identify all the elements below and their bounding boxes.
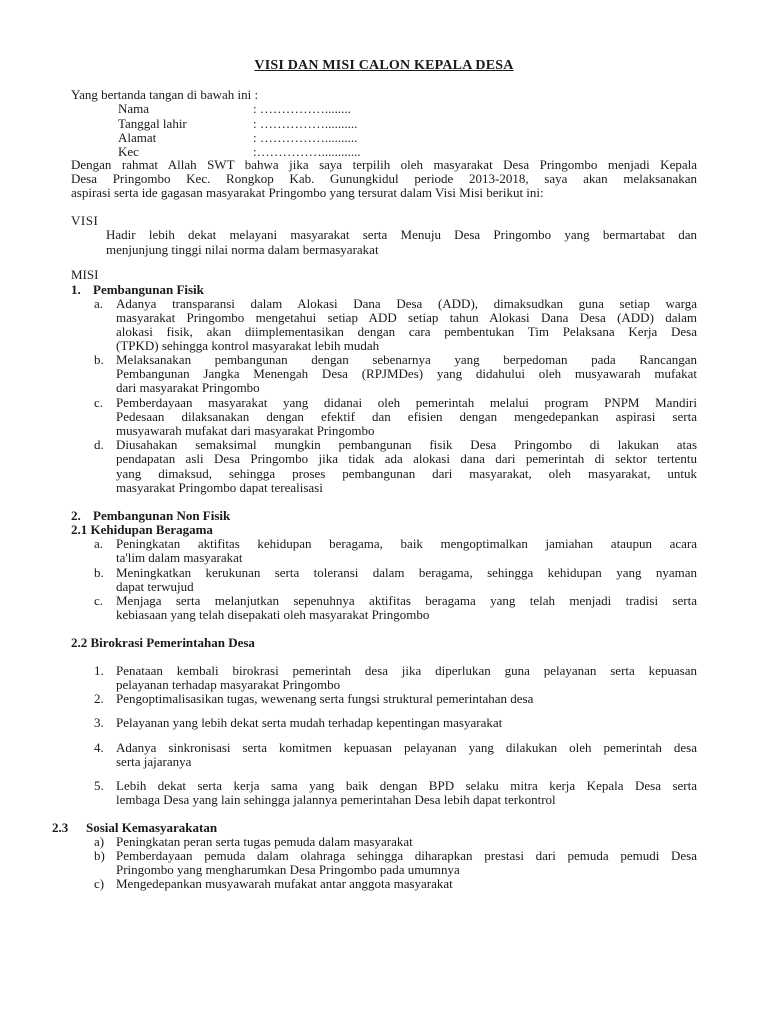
fisik-item-line: (TPKD) sehingga kontrol masyarakat lebih mudah (116, 338, 380, 353)
misi-heading: MISI (71, 267, 99, 282)
agama-item-marker: a. (94, 536, 104, 551)
sosial-number: 2.3 (52, 820, 69, 835)
opening-line: aspirasi serta ide gagasan masyarakat Pringombo yang tersurat dalam Visi Misi berikut ini: (71, 185, 544, 200)
visi-heading: VISI (71, 213, 99, 228)
fisik-item-marker: c. (94, 395, 104, 410)
visi-line: Hadir lebih dekat melayani masyarakat serta Menuju Desa Pringombo yang bermartabat dan (106, 228, 697, 242)
birokrasi-item-line: serta jajaranya (116, 754, 192, 769)
intro-text: Yang bertanda tangan di bawah ini : (71, 87, 259, 102)
fisik-item-line: Melaksanakan pembangunan dengan sebenarnya yang berpedoman pada Rancangan (116, 353, 697, 367)
field-label-alamat: Alamat (118, 130, 157, 145)
field-value-tanggal-lahir: : …………….......... (253, 116, 358, 131)
fisik-item-marker: b. (94, 352, 104, 367)
agama-item-marker: c. (94, 593, 104, 608)
fisik-item-line: masyarakat Pringombo dapat terealisasi (116, 480, 323, 495)
fisik-item-marker: a. (94, 296, 104, 311)
opening-line: Dengan rahmat Allah SWT bahwa jika saya terpilih oleh masyarakat Desa Pringombo menjadi Kepala (71, 158, 697, 172)
agama-item-line: Meningkatkan kerukunan serta toleransi dalam beragama, sehingga kehidupan yang nyaman (116, 566, 697, 580)
fisik-item-line: yang dimaksud, sehingga proses pembangunan dari masyarakat, oleh masyarakat, untuk (116, 467, 697, 481)
agama-item-line: dapat terwujud (116, 579, 194, 594)
birokrasi-item-marker: 3. (94, 715, 104, 730)
fisik-number: 1. (71, 282, 81, 297)
fisik-item-line: Pemberdayaan masyarakat yang didanai oleh pemerintah melalui program PNPM Mandiri (116, 396, 697, 410)
opening-line: Desa Pringombo Kec. Rongkop Kab. Gunungkidul periode 2013-2018, saya akan melaksanakan (71, 172, 697, 186)
field-label-nama: Nama (118, 101, 150, 116)
sosial-heading: Sosial Kemasyarakatan (86, 820, 218, 835)
birokrasi-item-marker: 4. (94, 740, 104, 755)
fisik-item-line: Pembangunan Jangka Menengah Desa (RPJMDes) yang didahului oleh musyawarah mufakat (116, 367, 697, 381)
sosial-item-marker: c) (94, 876, 105, 891)
fisik-heading: Pembangunan Fisik (93, 282, 204, 297)
agama-heading: 2.1 Kehidupan Beragama (71, 522, 213, 537)
field-label-tanggal-lahir: Tanggal lahir (118, 116, 187, 131)
sosial-item-marker: a) (94, 834, 105, 849)
birokrasi-heading: 2.2 Birokrasi Pemerintahan Desa (71, 635, 255, 650)
birokrasi-item-marker: 5. (94, 778, 104, 793)
field-value-kec: :……………............ (253, 144, 361, 159)
fisik-item-line: alokasi fisik, akan diimplementasikan dengan cara pembentukan Tim Pelaksana Kerja Desa (116, 325, 697, 339)
visi-line: menjunjung tinggi nilai norma dalam bermasyarakat (106, 242, 379, 257)
fisik-item-line: pendapatan asli Desa Pringombo jika tidak ada alokasi dana dari pemerintah di sektor tertentu (116, 452, 697, 466)
agama-item-line: Menjaga serta melanjutkan sepenuhnya aktifitas beragama yang telah menjadi tradisi serta (116, 594, 697, 608)
fisik-item-line: Pedesaan dilaksanakan dengan efektif dan efisien dengan mengedepankan aspirasi serta (116, 410, 697, 424)
field-value-alamat: : …………….......... (253, 130, 358, 145)
agama-item-line: kebiasaan yang telah disepakati oleh masyarakat Pringombo (116, 607, 430, 622)
birokrasi-item-line: Penataan kembali birokrasi pemerintah desa jika diperlukan guna pelayanan serta kepuasan (116, 664, 697, 678)
birokrasi-item-line: Pelayanan yang lebih dekat serta mudah terhadap kepentingan masyarakat (116, 715, 503, 730)
field-value-nama: : ……………........ (253, 101, 351, 116)
sosial-item-line: Pringombo yang mengharumkan Desa Pringombo pada umumnya (116, 862, 460, 877)
fisik-item-marker: d. (94, 437, 104, 452)
field-label-kec: Kec (118, 144, 139, 159)
sosial-item-line: Pemberdayaan pemuda dalam olahraga sehingga diharapkan prestasi dari pemuda pemudi Desa (116, 849, 697, 863)
birokrasi-item-line: pelayanan terhadap masyarakat Pringombo (116, 677, 341, 692)
fisik-item-line: masyarakat Pringombo mengetahui setiap ADD setiap tahun Alokasi Dana Desa (ADD) dalam (116, 311, 697, 325)
sosial-item-line: Peningkatan peran serta tugas pemuda dalam masyarakat (116, 834, 413, 849)
fisik-item-line: Diusahakan semaksimal mungkin pembangunan fisik Desa Pringombo di lakukan atas (116, 438, 697, 452)
agama-item-line: ta'lim dalam masyarakat (116, 550, 243, 565)
birokrasi-item-marker: 1. (94, 663, 104, 678)
sosial-item-marker: b) (94, 848, 105, 863)
birokrasi-item-marker: 2. (94, 691, 104, 706)
fisik-item-line: musyawarah mufakat dari masyarakat Pringombo (116, 423, 375, 438)
nonfisik-heading: Pembangunan Non Fisik (93, 508, 231, 523)
birokrasi-item-line: Adanya sinkronisasi serta komitmen kepuasan pelayanan yang dilakukan oleh pemerintah desa (116, 741, 697, 755)
fisik-item-line: dari masyarakat Pringombo (116, 380, 260, 395)
agama-item-marker: b. (94, 565, 104, 580)
sosial-item-line: Mengedepankan musyawarah mufakat antar anggota masyarakat (116, 876, 453, 891)
birokrasi-item-line: Pengoptimalisasikan tugas, wewenang serta fungsi struktural pemerintahan desa (116, 691, 534, 706)
birokrasi-item-line: lembaga Desa yang lain sehingga jalannya pemerintahan Desa lebih dapat terkontrol (116, 792, 556, 807)
document-title: VISI DAN MISI CALON KEPALA DESA (254, 58, 514, 73)
agama-item-line: Peningkatan aktifitas kehidupan beragama, baik mengoptimalkan jamiahan ataupun acara (116, 537, 697, 551)
birokrasi-item-line: Lebih dekat serta kerja sama yang baik dengan BPD selaku mitra kerja Kepala Desa serta (116, 779, 697, 793)
nonfisik-number: 2. (71, 508, 81, 523)
fisik-item-line: Adanya transparansi dalam Alokasi Dana Desa (ADD), dimaksudkan guna setiap warga (116, 297, 697, 311)
